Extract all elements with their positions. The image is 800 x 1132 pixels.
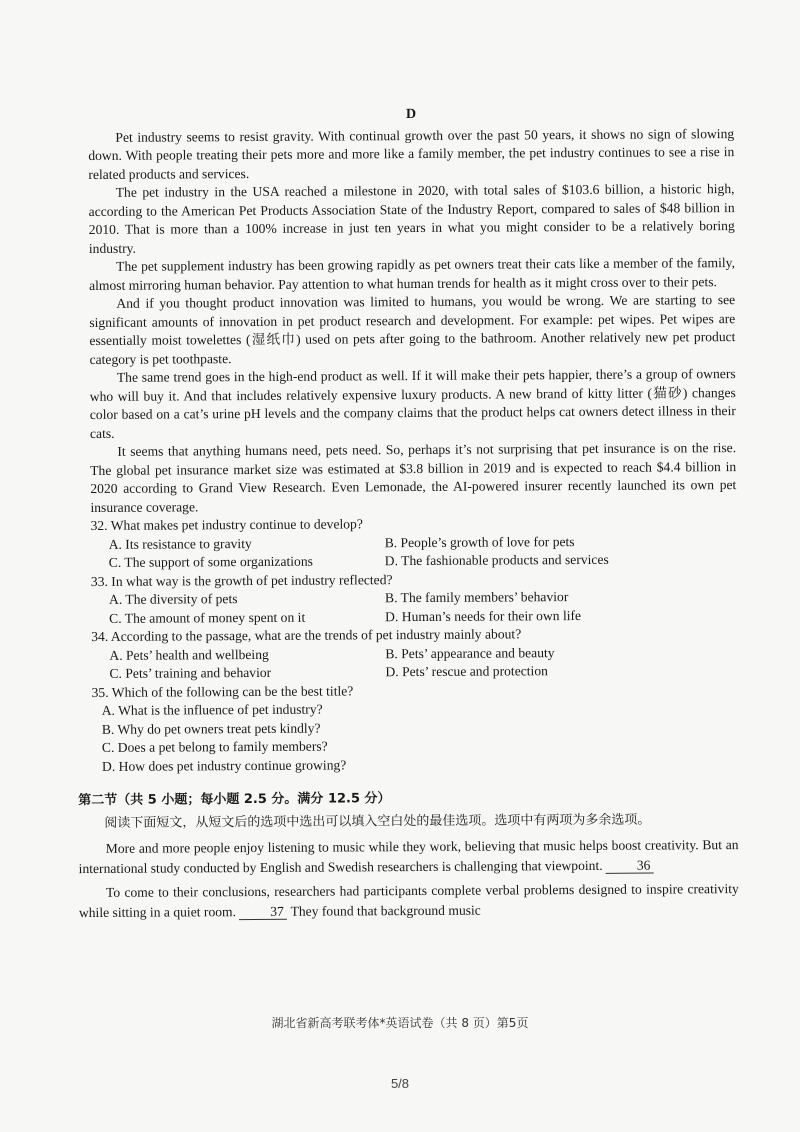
question-33-option-b: B. The family members’ behavior [384, 589, 569, 606]
question-32-options [91, 532, 737, 573]
passage-paragraph-4: And if you thought product innovation was limited to humans, you would be wrong. We are starting to see significant amounts of innovation in pet product research and development. For example: pet wipes. Pet wipes are essentially moist towelettes (湿纸巾) used on pets after going to the bathroom. Another relatively new pet product category is pet toothpaste. [89, 292, 736, 367]
question-35-options [92, 698, 738, 776]
question-33-stem: 33. In what way is the growth of pet industry reflected? [90, 571, 393, 589]
question-35-option-a: A. What is the influence of pet industry? [101, 701, 323, 718]
question-35-option-b: B. Why do pet owners treat pets kindly? [101, 720, 321, 737]
question-33-options [91, 587, 737, 628]
question-33-option-c: C. The amount of money spent on it [109, 609, 306, 626]
question-32-option-c: C. The support of some organizations [108, 553, 313, 570]
question-35-option-d: D. How does pet industry continue growing? [101, 756, 347, 774]
section-2-paragraph-2 [79, 879, 739, 923]
passage-paragraph-6: It seems that anything humans need, pets need. So, perhaps it’s not surprising that pet insurance is on the rise. The global pet insurance market size was estimated at $3.8 billion in 2019 and is expected to reach $4.4 billion in 2020 according to Grand View Research. Even Lemonade, the AI-powered insurer recently launched its own pet insurance coverage. [90, 440, 737, 515]
question-33-option-a: A. The diversity of pets [108, 591, 238, 607]
question-32-option-d: D. The fashionable products and services [384, 551, 609, 569]
question-32-stem: 32. What makes pet industry continue to develop? [90, 516, 363, 533]
question-35-option-c: C. Does a pet belong to family members? [101, 738, 328, 755]
section-2-paragraph-2-start: To come to their conclusions, researchers had participants complete verbal problems designed to inspire creativity while sitting in a quiet room. [78, 880, 739, 920]
passage-paragraph-2: The pet industry in the USA reached a milestone in 2020, with total sales of $103.6 billion, a historic high, according to the American Pet Products Association State of the Industry Report, compared to sales of $48 billion in 2010. That is more than a 100% increase in just ten years in what you might consider to be a relatively boring industry. [88, 181, 735, 256]
question-32-option-b: B. People’s growth of love for pets [384, 533, 575, 550]
section-2-paragraph-1 [78, 835, 738, 879]
section-2-paragraph-1-text: More and more people enjoy listening to music while they work, believing that music helps boost creativity. But an international study conducted by English and Swedish researchers is challenging that viewpoint. [78, 836, 739, 876]
question-33-option-d: D. Human’s needs for their own life [385, 607, 582, 624]
question-34-option-b: B. Pets’ appearance and beauty [385, 644, 555, 661]
passage-paragraph-1: Pet industry seems to resist gravity. With continual growth over the past 50 years, it shows no sign of slowing down. With people treating their pets more and more like a family member, the pet industry continues to see a rise in related products and services. [88, 125, 735, 182]
question-34-option-d: D. Pets’ rescue and protection [385, 663, 548, 680]
page-footer: 湖北省新高考联考体*英语试卷（共 8 页）第5页 [271, 1016, 529, 1030]
section-2-instruction: 阅读下面短文，从短文后的选项中选出可以填入空白处的最佳选项。选项中有两项为多余选项。 [104, 812, 651, 831]
question-34-options [91, 643, 737, 684]
blank-36: 36 [606, 858, 654, 873]
section-2-paragraph-2-end: They found that background music [290, 902, 481, 919]
question-34-option-c: C. Pets’ training and behavior [109, 664, 272, 681]
question-34-stem: 34. According to the passage, what are the trends of pet industry mainly about? [91, 626, 522, 644]
page-content [78, 104, 739, 922]
section-2-title: 第二节（共 5 小题；每小题 2.5 分。满分 12.5 分） [78, 791, 391, 809]
passage-paragraph-5: The same trend goes in the high-end product as well. If it will make their pets happier, there’s a group of owners who will buy it. And that includes relatively expensive luxury products. A new brand of kitty litter (猫砂) changes color based on a cat’s urine pH levels and the company claims that the product helps cat owners detect illness in their cats. [89, 366, 736, 441]
page-number: 5/8 [390, 1076, 410, 1091]
question-32-option-a: A. Its resistance to gravity [108, 535, 252, 552]
question-34-option-a: A. Pets’ health and wellbeing [109, 646, 269, 663]
passage-letter: D [405, 106, 417, 123]
passage-paragraph-3: The pet supplement industry has been growing rapidly as pet owners treat their cats like a member of the family, almost mirroring human behavior. Pay attention to what human trends for health as it might cross over to their pets. [89, 255, 736, 293]
question-35-stem: 35. Which of the following can be the best title? [91, 682, 354, 700]
blank-37: 37 [239, 904, 287, 919]
